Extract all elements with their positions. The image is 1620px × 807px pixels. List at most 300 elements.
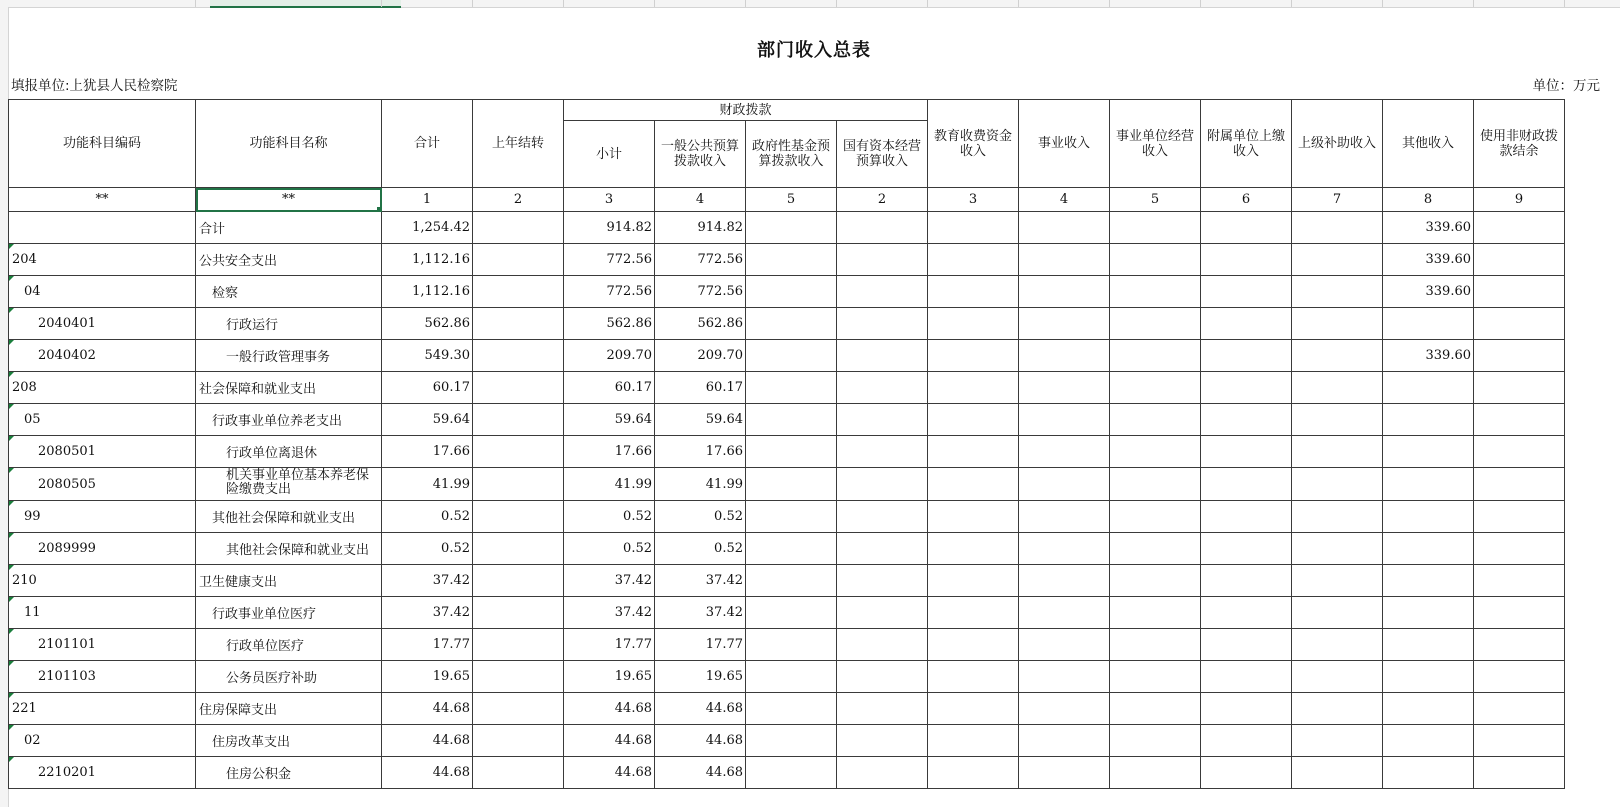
cell-general[interactable]: 772.56: [655, 276, 746, 308]
cell-other[interactable]: [1383, 661, 1474, 693]
index-cell[interactable]: 5: [1110, 188, 1201, 212]
cell-superior[interactable]: [1292, 629, 1383, 661]
cell-edu-fee[interactable]: [928, 404, 1019, 436]
cell-other[interactable]: [1383, 372, 1474, 404]
index-cell[interactable]: 2: [837, 188, 928, 212]
column-separator[interactable]: [1291, 0, 1292, 7]
cell-code[interactable]: 221: [9, 693, 196, 725]
cell-general[interactable]: 44.68: [655, 757, 746, 789]
cell-carryover[interactable]: [473, 629, 564, 661]
cell-subtotal[interactable]: 44.68: [564, 693, 655, 725]
cell-code[interactable]: 11: [9, 597, 196, 629]
header-carryover[interactable]: 上年结转: [473, 100, 564, 188]
cell-edu-fee[interactable]: [928, 725, 1019, 757]
cell-name[interactable]: 行政单位离退休: [196, 436, 382, 468]
cell-operation[interactable]: [1110, 404, 1201, 436]
column-separator[interactable]: [1109, 0, 1110, 7]
cell-general[interactable]: 17.77: [655, 629, 746, 661]
cell-total[interactable]: 1,254.42: [382, 212, 473, 244]
cell-name[interactable]: 住房公积金: [196, 757, 382, 789]
cell-edu-fee[interactable]: [928, 533, 1019, 565]
cell-code[interactable]: 2040401: [9, 308, 196, 340]
cell-affiliated[interactable]: [1201, 757, 1292, 789]
cell-carryover[interactable]: [473, 565, 564, 597]
cell-gov-fund[interactable]: [746, 276, 837, 308]
cell-state-capital[interactable]: [837, 629, 928, 661]
cell-carryover[interactable]: [473, 468, 564, 501]
cell-operation[interactable]: [1110, 372, 1201, 404]
cell-general[interactable]: 914.82: [655, 212, 746, 244]
cell-total[interactable]: 1,112.16: [382, 276, 473, 308]
cell-business[interactable]: [1019, 404, 1110, 436]
cell-business[interactable]: [1019, 725, 1110, 757]
cell-carryover[interactable]: [473, 757, 564, 789]
index-cell[interactable]: 3: [928, 188, 1019, 212]
cell-subtotal[interactable]: 17.77: [564, 629, 655, 661]
cell-non-fiscal[interactable]: [1474, 533, 1565, 565]
cell-edu-fee[interactable]: [928, 565, 1019, 597]
cell-carryover[interactable]: [473, 597, 564, 629]
cell-operation[interactable]: [1110, 597, 1201, 629]
cell-code[interactable]: 2101103: [9, 661, 196, 693]
cell-gov-fund[interactable]: [746, 372, 837, 404]
cell-general[interactable]: 772.56: [655, 244, 746, 276]
cell-operation[interactable]: [1110, 340, 1201, 372]
cell-operation[interactable]: [1110, 308, 1201, 340]
cell-code[interactable]: 2101101: [9, 629, 196, 661]
cell-carryover[interactable]: [473, 372, 564, 404]
cell-name[interactable]: 住房改革支出: [196, 725, 382, 757]
cell-non-fiscal[interactable]: [1474, 565, 1565, 597]
cell-total[interactable]: 1,112.16: [382, 244, 473, 276]
cell-other[interactable]: [1383, 404, 1474, 436]
index-cell[interactable]: 3: [564, 188, 655, 212]
cell-non-fiscal[interactable]: [1474, 212, 1565, 244]
header-code[interactable]: 功能科目编码: [9, 100, 196, 188]
cell-state-capital[interactable]: [837, 276, 928, 308]
cell-edu-fee[interactable]: [928, 629, 1019, 661]
cell-name[interactable]: 公共安全支出: [196, 244, 382, 276]
cell-superior[interactable]: [1292, 565, 1383, 597]
cell-state-capital[interactable]: [837, 725, 928, 757]
cell-edu-fee[interactable]: [928, 597, 1019, 629]
cell-gov-fund[interactable]: [746, 693, 837, 725]
column-separator[interactable]: [927, 0, 928, 7]
cell-non-fiscal[interactable]: [1474, 404, 1565, 436]
cell-edu-fee[interactable]: [928, 372, 1019, 404]
cell-carryover[interactable]: [473, 693, 564, 725]
cell-total[interactable]: 17.77: [382, 629, 473, 661]
cell-affiliated[interactable]: [1201, 372, 1292, 404]
cell-general[interactable]: 209.70: [655, 340, 746, 372]
header-gov-fund[interactable]: 政府性基金预算拨款收入: [746, 121, 837, 188]
cell-name[interactable]: 社会保障和就业支出: [196, 372, 382, 404]
cell-code[interactable]: 204: [9, 244, 196, 276]
cell-superior[interactable]: [1292, 693, 1383, 725]
cell-business[interactable]: [1019, 308, 1110, 340]
cell-affiliated[interactable]: [1201, 340, 1292, 372]
header-subtotal[interactable]: 小计: [564, 121, 655, 188]
cell-superior[interactable]: [1292, 404, 1383, 436]
cell-affiliated[interactable]: [1201, 244, 1292, 276]
cell-subtotal[interactable]: 562.86: [564, 308, 655, 340]
cell-state-capital[interactable]: [837, 661, 928, 693]
cell-subtotal[interactable]: 19.65: [564, 661, 655, 693]
column-separator[interactable]: [1018, 0, 1019, 7]
cell-subtotal[interactable]: 209.70: [564, 340, 655, 372]
header-affiliated[interactable]: 附属单位上缴收入: [1201, 100, 1292, 188]
cell-gov-fund[interactable]: [746, 597, 837, 629]
cell-affiliated[interactable]: [1201, 436, 1292, 468]
cell-operation[interactable]: [1110, 693, 1201, 725]
cell-subtotal[interactable]: 17.66: [564, 436, 655, 468]
cell-name[interactable]: 住房保障支出: [196, 693, 382, 725]
cell-superior[interactable]: [1292, 757, 1383, 789]
cell-superior[interactable]: [1292, 436, 1383, 468]
cell-non-fiscal[interactable]: [1474, 597, 1565, 629]
cell-other[interactable]: [1383, 501, 1474, 533]
cell-name[interactable]: 行政事业单位养老支出: [196, 404, 382, 436]
header-fiscal-group[interactable]: 财政拨款: [564, 100, 928, 121]
cell-superior[interactable]: [1292, 244, 1383, 276]
cell-code[interactable]: 2040402: [9, 340, 196, 372]
cell-edu-fee[interactable]: [928, 468, 1019, 501]
cell-non-fiscal[interactable]: [1474, 693, 1565, 725]
cell-affiliated[interactable]: [1201, 501, 1292, 533]
cell-gov-fund[interactable]: [746, 565, 837, 597]
cell-total[interactable]: 44.68: [382, 693, 473, 725]
cell-superior[interactable]: [1292, 308, 1383, 340]
cell-name[interactable]: 一般行政管理事务: [196, 340, 382, 372]
cell-general[interactable]: 37.42: [655, 565, 746, 597]
cell-business[interactable]: [1019, 661, 1110, 693]
cell-gov-fund[interactable]: [746, 629, 837, 661]
cell-name[interactable]: 合计: [196, 212, 382, 244]
cell-gov-fund[interactable]: [746, 404, 837, 436]
column-separator[interactable]: [1473, 0, 1474, 7]
cell-affiliated[interactable]: [1201, 565, 1292, 597]
column-separator[interactable]: [836, 0, 837, 7]
cell-gov-fund[interactable]: [746, 308, 837, 340]
cell-non-fiscal[interactable]: [1474, 308, 1565, 340]
cell-other[interactable]: [1383, 693, 1474, 725]
column-separator[interactable]: [654, 0, 655, 7]
cell-carryover[interactable]: [473, 276, 564, 308]
header-non-fiscal[interactable]: 使用非财政拨款结余: [1474, 100, 1565, 188]
cell-operation[interactable]: [1110, 661, 1201, 693]
cell-superior[interactable]: [1292, 276, 1383, 308]
cell-code[interactable]: 2089999: [9, 533, 196, 565]
cell-gov-fund[interactable]: [746, 725, 837, 757]
cell-affiliated[interactable]: [1201, 629, 1292, 661]
cell-general[interactable]: 37.42: [655, 597, 746, 629]
cell-total[interactable]: 44.68: [382, 725, 473, 757]
cell-superior[interactable]: [1292, 468, 1383, 501]
cell-edu-fee[interactable]: [928, 308, 1019, 340]
cell-subtotal[interactable]: 0.52: [564, 501, 655, 533]
cell-business[interactable]: [1019, 565, 1110, 597]
cell-code[interactable]: 02: [9, 725, 196, 757]
cell-operation[interactable]: [1110, 276, 1201, 308]
index-cell[interactable]: 1: [382, 188, 473, 212]
cell-affiliated[interactable]: [1201, 693, 1292, 725]
cell-operation[interactable]: [1110, 436, 1201, 468]
cell-general[interactable]: 44.68: [655, 725, 746, 757]
index-cell[interactable]: 4: [1019, 188, 1110, 212]
cell-name[interactable]: 其他社会保障和就业支出: [196, 501, 382, 533]
cell-other[interactable]: 339.60: [1383, 340, 1474, 372]
cell-operation[interactable]: [1110, 501, 1201, 533]
cell-general[interactable]: 0.52: [655, 501, 746, 533]
column-separator[interactable]: [195, 0, 196, 7]
cell-total[interactable]: 0.52: [382, 501, 473, 533]
cell-superior[interactable]: [1292, 533, 1383, 565]
cell-superior[interactable]: [1292, 212, 1383, 244]
cell-affiliated[interactable]: [1201, 276, 1292, 308]
cell-general[interactable]: 60.17: [655, 372, 746, 404]
cell-name[interactable]: 卫生健康支出: [196, 565, 382, 597]
header-business[interactable]: 事业收入: [1019, 100, 1110, 188]
cell-general[interactable]: 562.86: [655, 308, 746, 340]
cell-edu-fee[interactable]: [928, 436, 1019, 468]
cell-other[interactable]: 339.60: [1383, 276, 1474, 308]
cell-carryover[interactable]: [473, 340, 564, 372]
column-separator[interactable]: [1382, 0, 1383, 7]
cell-business[interactable]: [1019, 468, 1110, 501]
cell-state-capital[interactable]: [837, 404, 928, 436]
cell-edu-fee[interactable]: [928, 757, 1019, 789]
cell-total[interactable]: 59.64: [382, 404, 473, 436]
cell-code[interactable]: 2080501: [9, 436, 196, 468]
header-edu-fee[interactable]: 教育收费资金收入: [928, 100, 1019, 188]
index-cell[interactable]: 6: [1201, 188, 1292, 212]
cell-name[interactable]: 其他社会保障和就业支出: [196, 533, 382, 565]
cell-name[interactable]: 行政单位医疗: [196, 629, 382, 661]
cell-other[interactable]: [1383, 468, 1474, 501]
cell-edu-fee[interactable]: [928, 340, 1019, 372]
cell-gov-fund[interactable]: [746, 533, 837, 565]
cell-name[interactable]: 行政事业单位医疗: [196, 597, 382, 629]
column-separator[interactable]: [1564, 0, 1565, 7]
cell-carryover[interactable]: [473, 533, 564, 565]
cell-state-capital[interactable]: [837, 501, 928, 533]
cell-other[interactable]: [1383, 436, 1474, 468]
cell-subtotal[interactable]: 914.82: [564, 212, 655, 244]
cell-gov-fund[interactable]: [746, 436, 837, 468]
cell-affiliated[interactable]: [1201, 404, 1292, 436]
cell-affiliated[interactable]: [1201, 212, 1292, 244]
cell-edu-fee[interactable]: [928, 276, 1019, 308]
index-cell[interactable]: 8: [1383, 188, 1474, 212]
cell-subtotal[interactable]: 37.42: [564, 565, 655, 597]
cell-name[interactable]: 检察: [196, 276, 382, 308]
column-separator[interactable]: [563, 0, 564, 7]
column-separator[interactable]: [1200, 0, 1201, 7]
cell-carryover[interactable]: [473, 661, 564, 693]
cell-general[interactable]: 44.68: [655, 693, 746, 725]
cell-carryover[interactable]: [473, 501, 564, 533]
index-cell[interactable]: 9: [1474, 188, 1565, 212]
cell-operation[interactable]: [1110, 468, 1201, 501]
cell-state-capital[interactable]: [837, 372, 928, 404]
cell-total[interactable]: 37.42: [382, 565, 473, 597]
cell-gov-fund[interactable]: [746, 468, 837, 501]
cell-total[interactable]: 44.68: [382, 757, 473, 789]
index-cell[interactable]: 4: [655, 188, 746, 212]
cell-non-fiscal[interactable]: [1474, 501, 1565, 533]
cell-non-fiscal[interactable]: [1474, 372, 1565, 404]
header-superior[interactable]: 上级补助收入: [1292, 100, 1383, 188]
cell-general[interactable]: 41.99: [655, 468, 746, 501]
cell-business[interactable]: [1019, 244, 1110, 276]
cell-state-capital[interactable]: [837, 468, 928, 501]
cell-subtotal[interactable]: 772.56: [564, 244, 655, 276]
cell-carryover[interactable]: [473, 404, 564, 436]
cell-non-fiscal[interactable]: [1474, 276, 1565, 308]
header-name[interactable]: 功能科目名称: [196, 100, 382, 188]
cell-code[interactable]: 2080505: [9, 468, 196, 501]
cell-subtotal[interactable]: 37.42: [564, 597, 655, 629]
cell-other[interactable]: [1383, 597, 1474, 629]
cell-non-fiscal[interactable]: [1474, 661, 1565, 693]
cell-operation[interactable]: [1110, 725, 1201, 757]
index-cell-selected[interactable]: [196, 188, 382, 212]
cell-state-capital[interactable]: [837, 533, 928, 565]
cell-edu-fee[interactable]: [928, 212, 1019, 244]
cell-edu-fee[interactable]: [928, 501, 1019, 533]
cell-code[interactable]: 208: [9, 372, 196, 404]
index-cell[interactable]: 5: [746, 188, 837, 212]
cell-operation[interactable]: [1110, 212, 1201, 244]
header-general[interactable]: 一般公共预算拨款收入: [655, 121, 746, 188]
cell-state-capital[interactable]: [837, 757, 928, 789]
cell-non-fiscal[interactable]: [1474, 629, 1565, 661]
index-cell[interactable]: 2: [473, 188, 564, 212]
cell-other[interactable]: [1383, 725, 1474, 757]
cell-business[interactable]: [1019, 340, 1110, 372]
cell-other[interactable]: [1383, 757, 1474, 789]
cell-state-capital[interactable]: [837, 597, 928, 629]
cell-state-capital[interactable]: [837, 340, 928, 372]
cell-total[interactable]: 562.86: [382, 308, 473, 340]
cell-carryover[interactable]: [473, 725, 564, 757]
cell-edu-fee[interactable]: [928, 693, 1019, 725]
cell-general[interactable]: 0.52: [655, 533, 746, 565]
cell-operation[interactable]: [1110, 565, 1201, 597]
cell-state-capital[interactable]: [837, 565, 928, 597]
cell-subtotal[interactable]: 772.56: [564, 276, 655, 308]
cell-general[interactable]: 19.65: [655, 661, 746, 693]
cell-business[interactable]: [1019, 501, 1110, 533]
cell-edu-fee[interactable]: [928, 244, 1019, 276]
cell-subtotal[interactable]: 44.68: [564, 757, 655, 789]
cell-gov-fund[interactable]: [746, 244, 837, 276]
cell-superior[interactable]: [1292, 597, 1383, 629]
cell-state-capital[interactable]: [837, 308, 928, 340]
cell-business[interactable]: [1019, 693, 1110, 725]
cell-name[interactable]: 行政运行: [196, 308, 382, 340]
cell-business[interactable]: [1019, 436, 1110, 468]
cell-other[interactable]: 339.60: [1383, 244, 1474, 276]
cell-total[interactable]: 549.30: [382, 340, 473, 372]
cell-operation[interactable]: [1110, 757, 1201, 789]
cell-carryover[interactable]: [473, 436, 564, 468]
cell-other[interactable]: [1383, 308, 1474, 340]
cell-subtotal[interactable]: 60.17: [564, 372, 655, 404]
index-cell[interactable]: **: [9, 188, 196, 212]
cell-superior[interactable]: [1292, 725, 1383, 757]
index-cell[interactable]: 7: [1292, 188, 1383, 212]
cell-gov-fund[interactable]: [746, 212, 837, 244]
cell-non-fiscal[interactable]: [1474, 436, 1565, 468]
cell-total[interactable]: 0.52: [382, 533, 473, 565]
cell-code[interactable]: 04: [9, 276, 196, 308]
cell-total[interactable]: 37.42: [382, 597, 473, 629]
cell-other[interactable]: 339.60: [1383, 212, 1474, 244]
cell-affiliated[interactable]: [1201, 725, 1292, 757]
column-header-bar[interactable]: [8, 0, 1620, 8]
cell-subtotal[interactable]: 0.52: [564, 533, 655, 565]
cell-non-fiscal[interactable]: [1474, 340, 1565, 372]
cell-non-fiscal[interactable]: [1474, 725, 1565, 757]
cell-name[interactable]: 公务员医疗补助: [196, 661, 382, 693]
cell-code[interactable]: [9, 212, 196, 244]
cell-total[interactable]: 17.66: [382, 436, 473, 468]
cell-other[interactable]: [1383, 565, 1474, 597]
cell-business[interactable]: [1019, 533, 1110, 565]
header-other[interactable]: 其他收入: [1383, 100, 1474, 188]
header-state-capital[interactable]: 国有资本经营预算收入: [837, 121, 928, 188]
cell-affiliated[interactable]: [1201, 597, 1292, 629]
cell-state-capital[interactable]: [837, 244, 928, 276]
cell-state-capital[interactable]: [837, 436, 928, 468]
cell-code[interactable]: 99: [9, 501, 196, 533]
cell-gov-fund[interactable]: [746, 661, 837, 693]
cell-business[interactable]: [1019, 212, 1110, 244]
cell-subtotal[interactable]: 41.99: [564, 468, 655, 501]
cell-business[interactable]: [1019, 757, 1110, 789]
cell-operation[interactable]: [1110, 244, 1201, 276]
header-operation[interactable]: 事业单位经营收入: [1110, 100, 1201, 188]
cell-superior[interactable]: [1292, 661, 1383, 693]
cell-other[interactable]: [1383, 533, 1474, 565]
cell-business[interactable]: [1019, 629, 1110, 661]
column-separator[interactable]: [745, 0, 746, 7]
cell-superior[interactable]: [1292, 340, 1383, 372]
cell-total[interactable]: 19.65: [382, 661, 473, 693]
header-total[interactable]: 合计: [382, 100, 473, 188]
cell-subtotal[interactable]: 44.68: [564, 725, 655, 757]
cell-gov-fund[interactable]: [746, 340, 837, 372]
cell-state-capital[interactable]: [837, 693, 928, 725]
cell-business[interactable]: [1019, 276, 1110, 308]
cell-affiliated[interactable]: [1201, 661, 1292, 693]
cell-code[interactable]: 05: [9, 404, 196, 436]
cell-code[interactable]: 210: [9, 565, 196, 597]
cell-affiliated[interactable]: [1201, 533, 1292, 565]
fill-handle[interactable]: [377, 207, 382, 212]
cell-operation[interactable]: [1110, 629, 1201, 661]
cell-gov-fund[interactable]: [746, 757, 837, 789]
cell-general[interactable]: 59.64: [655, 404, 746, 436]
cell-business[interactable]: [1019, 372, 1110, 404]
cell-business[interactable]: [1019, 597, 1110, 629]
column-separator[interactable]: [381, 0, 382, 7]
cell-non-fiscal[interactable]: [1474, 244, 1565, 276]
cell-gov-fund[interactable]: [746, 501, 837, 533]
column-separator[interactable]: [472, 0, 473, 7]
cell-affiliated[interactable]: [1201, 308, 1292, 340]
